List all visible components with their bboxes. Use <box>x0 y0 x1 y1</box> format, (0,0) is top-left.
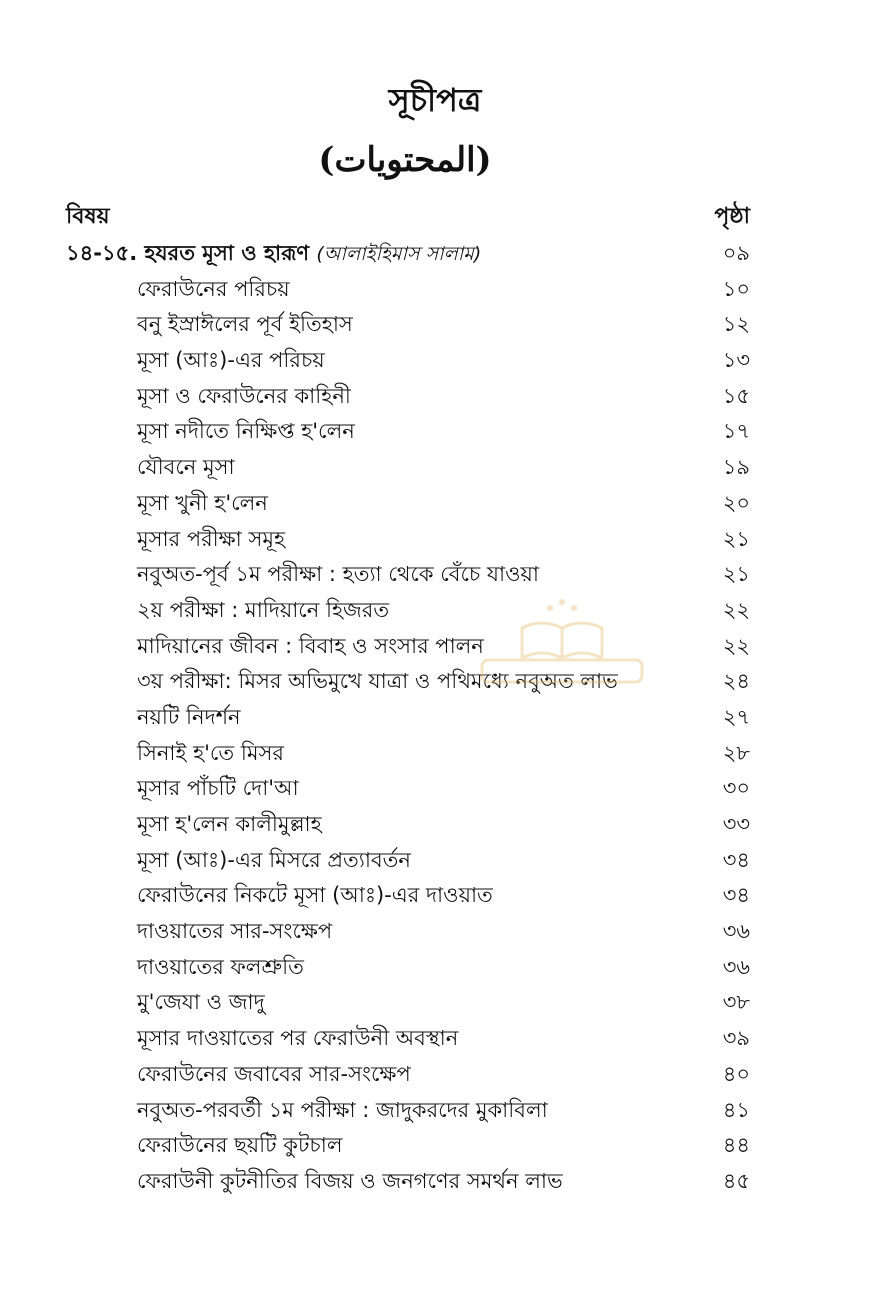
toc-entry-row[interactable] <box>0 1128 870 1164</box>
toc-entry-label: ফেরাউনের জবাবের সার-সংক্ষেপ <box>137 1061 411 1086</box>
toc-entry-row[interactable] <box>0 1057 870 1093</box>
toc-entry-row[interactable] <box>0 664 870 700</box>
toc-entry-page: ২২ <box>722 597 750 622</box>
toc-entry-page: ১৫ <box>722 383 750 408</box>
toc-entry-row[interactable] <box>0 486 870 522</box>
toc-entry-row[interactable] <box>0 343 870 379</box>
toc-entry-page: ৪৫ <box>722 1168 750 1193</box>
toc-entry-row[interactable] <box>0 843 870 879</box>
toc-entry-label: মূসা হ'লেন কালীমুল্লাহ <box>137 812 322 836</box>
toc-chapter-row[interactable] <box>0 236 870 272</box>
toc-entry-label: নয়টি নিদর্শন <box>137 704 241 729</box>
toc-entry-label: মূসার পরীক্ষা সমূহ <box>137 526 286 551</box>
toc-entry-label: ৩য় পরীক্ষা: মিসর অভিমুখে যাত্রা ও পথিমধ্যে নবুঅত লাভ <box>137 669 618 694</box>
open-book-icon <box>462 588 662 688</box>
toc-entry-page: ২৭ <box>722 704 750 729</box>
toc-entry-row[interactable] <box>0 450 870 486</box>
toc-entry-row[interactable] <box>0 736 870 772</box>
table-of-contents <box>0 236 870 1200</box>
toc-entry-page: ২০ <box>722 490 750 515</box>
toc-entry-row[interactable] <box>0 414 870 450</box>
toc-entry-row[interactable] <box>0 1093 870 1129</box>
toc-entry-row[interactable] <box>0 914 870 950</box>
page-column-header: পৃষ্ঠা <box>714 204 750 229</box>
toc-entry-label: দাওয়াতের সার-সংক্ষেপ <box>137 919 333 944</box>
toc-entry-page: ২৪ <box>722 669 750 694</box>
toc-entry-label: মূসা ও ফেরাউনের কাহিনী <box>137 383 351 408</box>
toc-entry-label: দাওয়াতের ফলশ্রুতি <box>137 954 304 979</box>
toc-entry-row[interactable] <box>0 771 870 807</box>
toc-entry-label: মূসার পাঁচটি দো'আ <box>137 776 299 801</box>
toc-entry-row[interactable] <box>0 878 870 914</box>
toc-entry-page: ৩৬ <box>722 954 750 979</box>
toc-entry-page: ৩৪ <box>722 883 750 908</box>
toc-entry-page: ২২ <box>722 633 750 658</box>
topic-column-header: বিষয় <box>66 204 110 229</box>
toc-chapter-label <box>66 236 481 273</box>
toc-entry-label: ফেরাউনী কুটনীতির বিজয় ও জনগণের সমর্থন লাভ <box>137 1168 563 1193</box>
toc-entry-row[interactable] <box>0 807 870 843</box>
toc-entry-label: নবুঅত-পরবর্তী ১ম পরীক্ষা : জাদুকরদের মুকাবিলা <box>137 1097 548 1122</box>
toc-entry-row[interactable] <box>0 985 870 1021</box>
toc-entry-row[interactable] <box>0 272 870 308</box>
toc-entry-label: মূসা (আঃ)-এর মিসরে প্রত্যাবর্তন <box>137 847 411 872</box>
toc-chapter-title: ১৪-১৫. হযরত মূসা ও হারূণ <box>66 241 310 265</box>
toc-entry-page: ৪৪ <box>722 1133 750 1158</box>
toc-entry-label: ২য় পরীক্ষা : মাদিয়ানে হিজরত <box>137 597 390 622</box>
toc-entry-label: মূসার দাওয়াতের পর ফেরাউনী অবস্থান <box>137 1026 459 1051</box>
toc-entry-row[interactable] <box>0 1164 870 1200</box>
toc-entry-page: ১৯ <box>722 455 750 480</box>
toc-entry-page: ১৩ <box>722 348 750 373</box>
toc-entry-label: যৌবনে মূসা <box>137 455 235 480</box>
toc-entry-page: ৩৮ <box>722 990 750 1015</box>
toc-entry-row[interactable] <box>0 307 870 343</box>
toc-entry-label: ফেরাউনের পরিচয় <box>137 276 290 301</box>
toc-entry-row[interactable] <box>0 557 870 593</box>
toc-entry-page: ৪১ <box>722 1097 750 1122</box>
toc-entry-label: ফেরাউনের নিকটে মূসা (আঃ)-এর দাওয়াত <box>137 883 493 908</box>
toc-entry-page: ৩৩ <box>722 812 750 836</box>
toc-chapter-page: ০৯ <box>722 241 750 265</box>
toc-entry-page: ১২ <box>722 312 750 337</box>
toc-entry-page: ৪০ <box>722 1061 750 1086</box>
toc-entry-page: ২৮ <box>722 740 750 765</box>
toc-entry-row[interactable] <box>0 379 870 415</box>
toc-entry-label: সিনাই হ'তে মিসর <box>137 740 284 765</box>
toc-entry-row[interactable] <box>0 593 870 629</box>
toc-entry-row[interactable] <box>0 629 870 665</box>
toc-entry-label: নবুঅত-পূর্ব ১ম পরীক্ষা : হত্যা থেকে বেঁচে যাওয়া <box>137 562 539 587</box>
toc-entry-page: ১৭ <box>722 419 750 444</box>
page-title: সূচীপত্র <box>388 81 482 119</box>
toc-entry-row[interactable] <box>0 950 870 986</box>
toc-chapter-note: (আলাইহিমাস সালাম) <box>316 243 482 265</box>
toc-entry-row[interactable] <box>0 522 870 558</box>
toc-entry-row[interactable] <box>0 700 870 736</box>
toc-entry-page: ১০ <box>722 276 750 301</box>
toc-entry-page: ২১ <box>722 562 750 587</box>
toc-entry-row[interactable] <box>0 1021 870 1057</box>
toc-entry-page: ৩৬ <box>722 919 750 944</box>
toc-entry-label: ফেরাউনের ছয়টি কুটচাল <box>137 1133 343 1158</box>
toc-entry-label: বনু ইস্রাঈলের পূর্ব ইতিহাস <box>137 312 353 337</box>
toc-entry-page: ২১ <box>722 526 750 551</box>
toc-entry-page: ৩০ <box>722 776 750 801</box>
toc-entry-page: ৩৯ <box>722 1026 750 1051</box>
watermark-logo <box>462 588 662 688</box>
toc-entry-label: মূসা (আঃ)-এর পরিচয় <box>137 348 325 373</box>
toc-entry-label: মূসা নদীতে নিক্ষিপ্ত হ'লেন <box>137 419 355 444</box>
toc-entry-label: মূসা খুনী হ'লেন <box>137 490 268 515</box>
toc-entry-label: মু'জেযা ও জাদু <box>137 990 265 1015</box>
toc-entry-page: ৩৪ <box>722 847 750 872</box>
page-subtitle-arabic: (المحتويات) <box>318 140 492 180</box>
toc-entry-label: মাদিয়ানের জীবন : বিবাহ ও সংসার পালন <box>137 633 484 658</box>
